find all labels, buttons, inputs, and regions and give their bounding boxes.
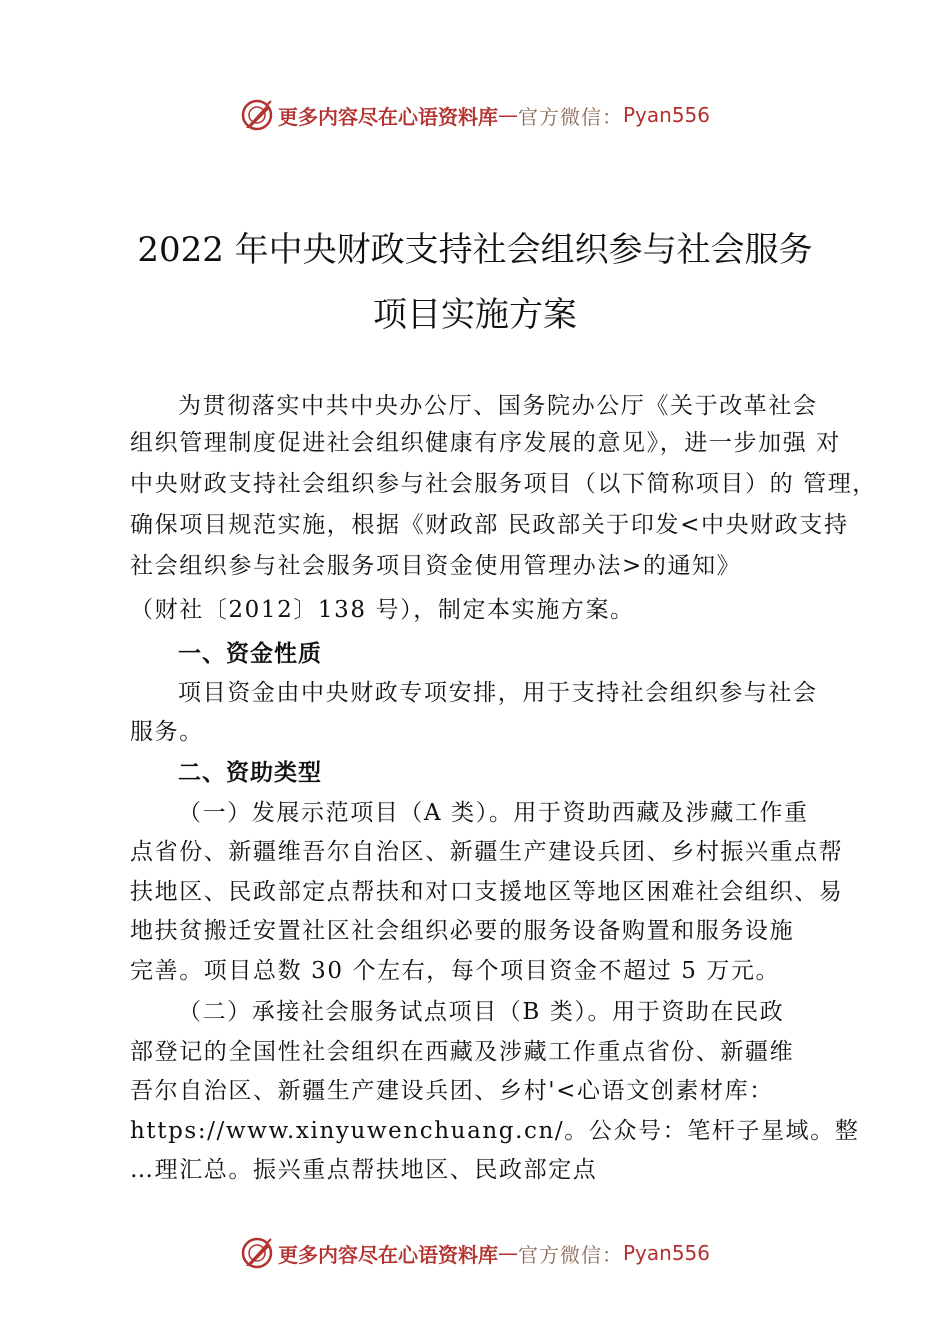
paragraph-line: 完善。项目总数 30 个左右，每个项目资金不超过 5 万元。	[130, 958, 781, 984]
document-title-line-2: 项目实施方案	[373, 295, 577, 335]
banner-brand-text: 更多内容尽在心语资料库	[277, 1242, 498, 1267]
banner-separator: —	[497, 103, 518, 127]
banner-brand-text: 更多内容尽在心语资料库	[277, 104, 498, 129]
section-heading: 一、资金性质	[178, 641, 322, 667]
paragraph-line: 部登记的全国性社会组织在西藏及涉藏工作重点省份、新疆维	[130, 1039, 795, 1065]
paragraph-line: 吾尔自治区、新疆生产建设兵团、乡村'<心语文创素材库：	[130, 1078, 774, 1104]
paragraph-line: 为贯彻落实中共中央办公厅、国务院办公厅《关于改革社会	[178, 393, 818, 419]
banner-wechat-label: 官方微信：	[517, 104, 623, 129]
paragraph-line: 地扶贫搬迁安置社区社会组织必要的服务设备购置和服务设施	[130, 918, 795, 944]
section-heading: 二、资助类型	[178, 760, 322, 786]
banner-wechat-id: Pyan556	[622, 1241, 710, 1265]
paragraph-line: 项目资金由中央财政专项安排，用于支持社会组织参与社会	[178, 680, 818, 706]
paragraph-line: …理汇总。振兴重点帮扶地区、民政部定点	[130, 1157, 598, 1183]
banner-wechat-label: 官方微信：	[517, 1242, 623, 1267]
document-title-line-1: 2022 年中央财政支持社会组织参与社会服务	[137, 230, 813, 270]
banner-wechat-id: Pyan556	[622, 103, 710, 127]
paragraph-line: 扶地区、民政部定点帮扶和对口支援地区等地区困难社会组织、易	[130, 879, 844, 905]
paragraph-line: 点省份、新疆维吾尔自治区、新疆生产建设兵团、乡村振兴重点帮	[130, 839, 844, 865]
paragraph-line: （财社〔2012〕138 号），制定本实施方案。	[130, 597, 635, 623]
footer-banner	[0, 1233, 950, 1273]
header-banner	[0, 95, 950, 135]
banner-separator: —	[497, 1241, 518, 1265]
paragraph-line: （一）发展示范项目（A 类）。用于资助西藏及涉藏工作重	[178, 800, 809, 826]
paragraph-line: 组织管理制度促进社会组织健康有序发展的意见》，进一步加强 对	[130, 430, 841, 456]
quill-logo-icon	[240, 1236, 274, 1270]
paragraph-line: 中央财政支持社会组织参与社会服务项目（以下简称项目）的 管理，	[130, 471, 877, 497]
paragraph-line: 服务。	[130, 719, 204, 745]
paragraph-line: （二）承接社会服务试点项目（B 类）。用于资助在民政	[178, 999, 785, 1025]
paragraph-line: https://www.xinyuwenchuang.cn/。公众号：笔杆子星域。整	[130, 1118, 860, 1144]
paragraph-line: 社会组织参与社会服务项目资金使用管理办法>的通知》	[130, 553, 742, 579]
paragraph-line: 确保项目规范实施，根据《财政部 民政部关于印发<中央财政支持	[130, 512, 849, 538]
quill-logo-icon	[240, 98, 274, 132]
